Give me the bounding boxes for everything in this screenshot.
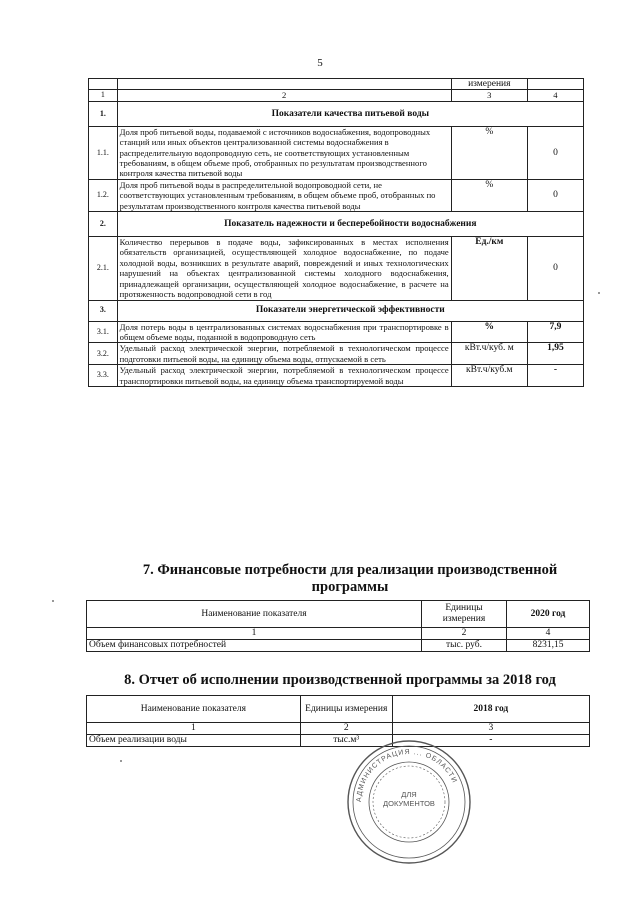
section-header-row (89, 212, 584, 237)
table-row (89, 237, 584, 300)
table-row (89, 126, 584, 179)
row-value: - (527, 365, 583, 387)
col-number: 2 (422, 628, 507, 640)
stamp-center-text: ДЛЯ ДОКУМЕНТОВ (383, 790, 435, 808)
row-number: 2.1. (89, 237, 118, 300)
header-cell: Единицы измерения (422, 601, 507, 628)
section-number: 2. (89, 212, 118, 237)
col-number: 3 (392, 723, 589, 735)
section-title: Показатель надежности и бесперебойности водоснабжения (117, 212, 583, 237)
row-value: 8231,15 (507, 640, 590, 652)
table-row (89, 179, 584, 211)
row-description: Доля потерь воды в централизованных системах водоснабжения при транспортировке в общем объеме воды, поданной в водопроводную сеть (117, 321, 451, 343)
row-value: 0 (527, 179, 583, 211)
section7-title: 7. Финансовые потребности для реализации производственной программы (142, 562, 558, 595)
col-number: 2 (300, 723, 392, 735)
table-row (89, 365, 584, 387)
col-number: 4 (507, 628, 590, 640)
section-header-row (89, 300, 584, 321)
row-description: Доля проб питьевой воды, подаваемой с источников водоснабжения, водопроводных станций или иных объектов централизованной системы водоснабжения в распределительную водопроводную сеть, не соответствующих установленным требованиям, в общем объеме проб, отобранных по результатам производственного контроля качества питьевой воды (117, 126, 451, 179)
table-row (89, 321, 584, 343)
table-row (89, 343, 584, 365)
column-number-row (87, 723, 590, 735)
table-row (87, 735, 590, 747)
scan-speck (120, 760, 122, 762)
row-number: 3.2. (89, 343, 118, 365)
row-value: 1,95 (527, 343, 583, 365)
row-unit: тыс. руб. (422, 640, 507, 652)
section-number: 1. (89, 101, 118, 126)
row-value: 0 (527, 126, 583, 179)
col-number: 1 (87, 723, 301, 735)
header-cell: 2018 год (392, 696, 589, 723)
row-unit: % (451, 179, 527, 211)
row-label: Объем финансовых потребностей (87, 640, 422, 652)
indicators-table (88, 78, 584, 387)
header-cell: 2020 год (507, 601, 590, 628)
unit-header: измерения (451, 79, 527, 90)
official-stamp (345, 738, 473, 866)
row-value: - (392, 735, 589, 747)
row-unit: кВт.ч/куб. м (451, 343, 527, 365)
scan-speck (52, 600, 54, 602)
row-description: Удельный расход электрической энергии, потребляемой в технологическом процессе подготовки питьевой воды, на единицу объема воды, отпускаемой в сеть (117, 343, 451, 365)
row-description: Удельный расход электрической энергии, потребляемой в технологическом процессе транспортировки питьевой воды, на единицу объема транспортируемой воды (117, 365, 451, 387)
header-cell: Наименование показателя (87, 601, 422, 628)
program-report-table (86, 695, 590, 747)
col-number: 1 (89, 90, 118, 101)
header-cell: Наименование показателя (87, 696, 301, 723)
table-header-row (87, 601, 590, 628)
table-header-row (89, 79, 584, 90)
row-unit: кВт.ч/куб.м (451, 365, 527, 387)
col-number: 4 (527, 90, 583, 101)
section-title: Показатели энергетической эффективности (117, 300, 583, 321)
row-description: Количество перерывов в подаче воды, зафиксированных в местах исполнения обязательств организацией, осуществляющей холодное водоснабжение, по подаче холодной воды, возникших в результате аварий, повреждений и иных технологических нарушений на объектах централизованной системы холодного водоснабжения, принадлежащей организации, осуществляющей холодное водоснабжение, в расчете на протяженность водопроводной сети в год (117, 237, 451, 300)
row-number: 1.1. (89, 126, 118, 179)
column-number-row (89, 90, 584, 101)
page-number: 5 (317, 57, 323, 69)
financial-needs-table (86, 600, 590, 652)
row-value: 7,9 (527, 321, 583, 343)
col-number: 3 (451, 90, 527, 101)
section8-title: 8. Отчет об исполнении производственной программы за 2018 год (124, 672, 556, 688)
column-number-row (87, 628, 590, 640)
col-number: 2 (117, 90, 451, 101)
row-unit: Ед./км (451, 237, 527, 300)
scan-speck (598, 292, 600, 294)
row-value: 0 (527, 237, 583, 300)
row-description: Доля проб питьевой воды в распределительной водопроводной сети, не соответствующих установленным требованиям, в общем объеме проб, отобранных по результатам производственного контроля качества питьевой воды (117, 179, 451, 211)
section-title: Показатели качества питьевой воды (117, 101, 583, 126)
row-unit: тыс.м³ (300, 735, 392, 747)
section-header-row (89, 101, 584, 126)
row-unit: % (451, 126, 527, 179)
row-unit: % (451, 321, 527, 343)
row-label: Объем реализации воды (87, 735, 301, 747)
row-number: 3.1. (89, 321, 118, 343)
section-number: 3. (89, 300, 118, 321)
row-number: 1.2. (89, 179, 118, 211)
col-number: 1 (87, 628, 422, 640)
table-header-row (87, 696, 590, 723)
row-number: 3.3. (89, 365, 118, 387)
stamp-ring-text: АДМИНИСТРАЦИЯ ... ОБЛАСТИ (355, 748, 459, 803)
header-cell: Единицы измерения (300, 696, 392, 723)
table-row (87, 640, 590, 652)
